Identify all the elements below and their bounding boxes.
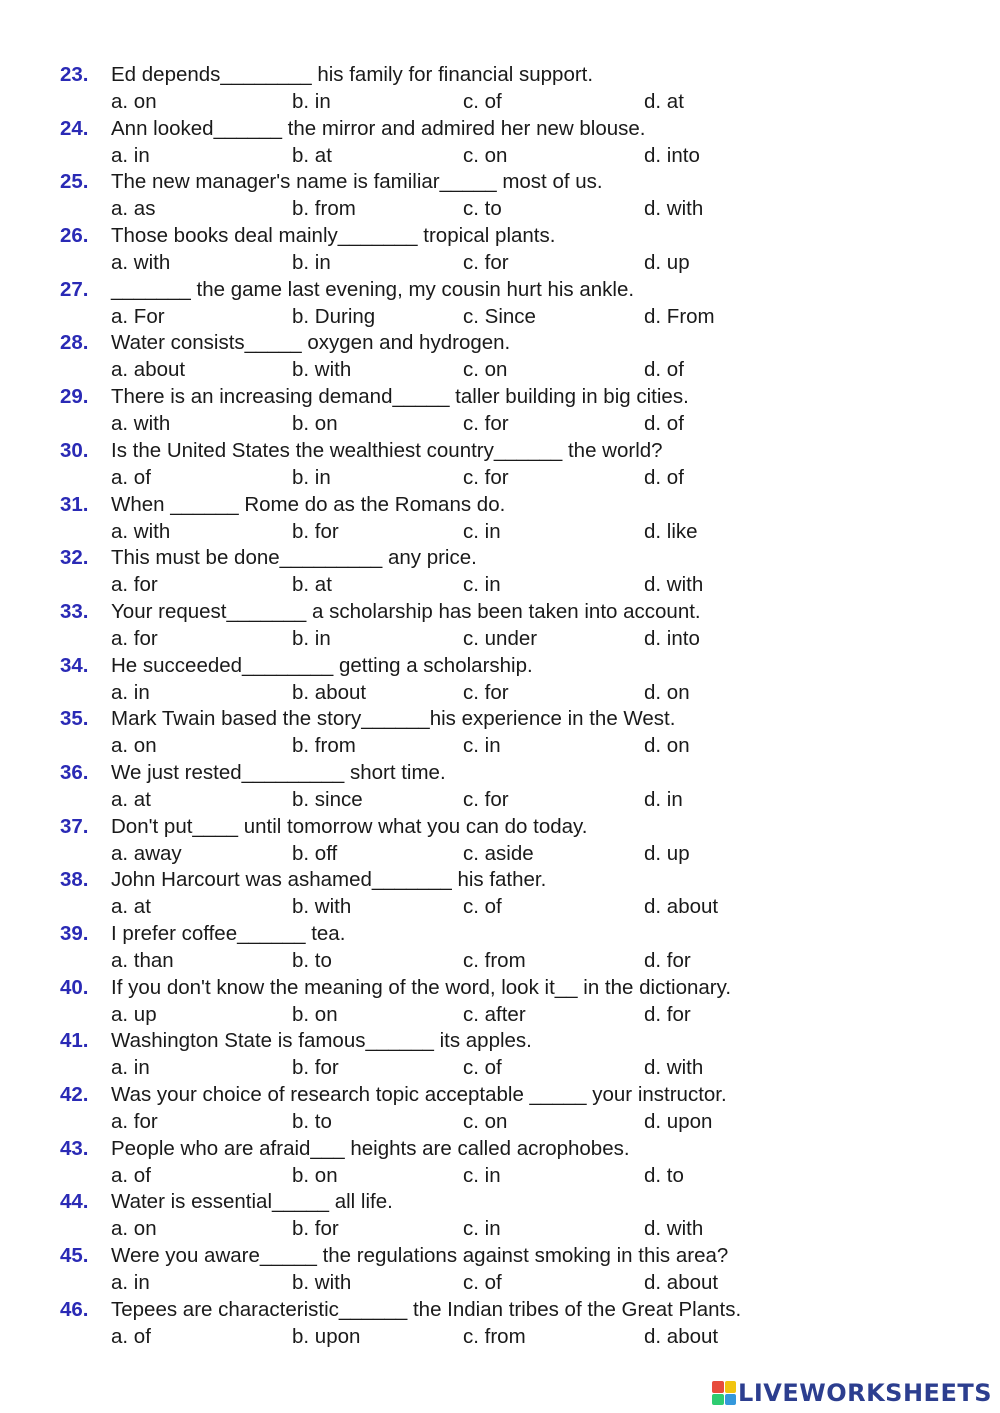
answer-option-b: b. at bbox=[292, 573, 332, 597]
brand-name: LIVEWORKSHEETS bbox=[738, 1379, 992, 1407]
answer-option-c: c. on bbox=[463, 1110, 508, 1134]
answer-option-c: c. to bbox=[463, 197, 502, 221]
question-number: 39. bbox=[60, 922, 89, 945]
answer-option-b: b. on bbox=[292, 1002, 338, 1026]
question-text: Your request_______ a scholarship has been taken into account. bbox=[111, 599, 701, 623]
question-item bbox=[0, 759, 1000, 813]
question-number: 25. bbox=[60, 170, 89, 194]
answer-options bbox=[0, 249, 1000, 276]
question-number: 26. bbox=[60, 224, 89, 248]
answer-option-c: c. from bbox=[463, 949, 526, 972]
answer-option-d: d. about bbox=[644, 1271, 719, 1295]
answer-option-a: a. for bbox=[111, 573, 158, 597]
answer-option-d: d. like bbox=[644, 519, 698, 543]
answer-option-b: b. for bbox=[292, 1056, 339, 1080]
answer-option-c: c. of bbox=[463, 1056, 502, 1080]
question-number: 27. bbox=[60, 277, 89, 301]
question-text: _______ the game last evening, my cousin hurt his ankle. bbox=[111, 277, 635, 301]
answer-options bbox=[0, 88, 1000, 115]
question-item bbox=[0, 920, 1000, 974]
answer-option-d: d. up bbox=[644, 251, 690, 275]
question-number: 38. bbox=[60, 868, 89, 892]
answer-option-d: d. into bbox=[644, 626, 700, 650]
answer-options bbox=[0, 571, 1000, 598]
question-item bbox=[0, 974, 1000, 1028]
answer-option-d: d. with bbox=[644, 1056, 704, 1080]
liveworksheets-logo-icon bbox=[712, 1381, 736, 1405]
question-text: Is the United States the wealthiest country______ the world? bbox=[111, 438, 663, 462]
question-item bbox=[0, 652, 1000, 706]
question-number: 34. bbox=[60, 653, 89, 677]
worksheet bbox=[0, 61, 1000, 1350]
answer-option-b: b. During bbox=[292, 304, 376, 328]
answer-option-c: c. of bbox=[463, 90, 502, 113]
answer-option-d: d. of bbox=[644, 465, 684, 489]
answer-option-c: c. aside bbox=[463, 841, 534, 865]
answer-option-d: d. with bbox=[644, 1217, 704, 1241]
answer-options bbox=[0, 1323, 1000, 1350]
answer-option-b: b. to bbox=[292, 1110, 332, 1134]
answer-options bbox=[0, 1162, 1000, 1189]
answer-option-b: b. to bbox=[292, 949, 332, 972]
answer-option-d: d. about bbox=[644, 895, 719, 919]
answer-option-c: c. on bbox=[463, 143, 508, 167]
answer-option-a: a. of bbox=[111, 1324, 151, 1348]
answer-options bbox=[0, 1108, 1000, 1135]
answer-option-a: a. up bbox=[111, 1002, 157, 1026]
question-item bbox=[0, 276, 1000, 330]
answer-option-a: a. with bbox=[111, 251, 171, 275]
answer-options bbox=[0, 195, 1000, 222]
question-number: 46. bbox=[60, 1297, 89, 1321]
question-number: 23. bbox=[60, 63, 89, 86]
answer-option-b: b. at bbox=[292, 143, 332, 167]
question-number: 40. bbox=[60, 975, 89, 999]
question-text: Mark Twain based the story______his experience in the West. bbox=[111, 707, 676, 731]
question-text: When ______ Rome do as the Romans do. bbox=[111, 492, 506, 516]
question-item bbox=[0, 598, 1000, 652]
answer-option-b: b. about bbox=[292, 680, 367, 704]
answer-option-d: d. with bbox=[644, 573, 704, 597]
question-number: 33. bbox=[60, 599, 89, 623]
answer-option-c: c. for bbox=[463, 465, 509, 489]
question-item bbox=[0, 1027, 1000, 1081]
question-text: Those books deal mainly_______ tropical plants. bbox=[111, 224, 556, 248]
question-item bbox=[0, 329, 1000, 383]
question-item bbox=[0, 544, 1000, 598]
answer-option-b: b. for bbox=[292, 519, 339, 543]
answer-options bbox=[0, 786, 1000, 813]
answer-option-a: a. on bbox=[111, 90, 157, 113]
answer-option-b: b. from bbox=[292, 734, 356, 758]
answer-option-c: c. in bbox=[463, 519, 501, 543]
question-item bbox=[0, 1081, 1000, 1135]
question-item bbox=[0, 61, 1000, 115]
answer-option-d: d. into bbox=[644, 143, 700, 167]
question-text: Was your choice of research topic acceptable _____ your instructor. bbox=[111, 1083, 727, 1107]
question-text: Washington State is famous______ its apples. bbox=[111, 1029, 532, 1053]
answer-option-d: d. to bbox=[644, 1163, 684, 1187]
question-number: 43. bbox=[60, 1136, 89, 1160]
answer-option-b: b. since bbox=[292, 787, 363, 811]
question-item bbox=[0, 383, 1000, 437]
answer-option-a: a. away bbox=[111, 841, 182, 865]
answer-option-a: a. in bbox=[111, 143, 150, 167]
answer-option-b: b. in bbox=[292, 251, 331, 275]
answer-option-c: c. of bbox=[463, 895, 502, 919]
answer-option-b: b. in bbox=[292, 90, 331, 113]
answer-option-d: d. of bbox=[644, 358, 684, 382]
question-text: If you don't know the meaning of the word, look it__ in the dictionary. bbox=[111, 975, 732, 999]
answer-option-d: d. with bbox=[644, 197, 704, 221]
answer-option-c: c. for bbox=[463, 251, 509, 275]
question-number: 24. bbox=[60, 116, 89, 140]
answer-option-b: b. on bbox=[292, 412, 338, 436]
answer-option-a: a. with bbox=[111, 412, 171, 436]
answer-options bbox=[0, 732, 1000, 759]
question-text: Water is essential_____ all life. bbox=[111, 1190, 393, 1214]
answer-option-a: a. for bbox=[111, 1110, 158, 1134]
question-item bbox=[0, 1242, 1000, 1296]
answer-option-c: c. from bbox=[463, 1324, 526, 1348]
answer-option-d: d. From bbox=[644, 304, 715, 328]
answer-options bbox=[0, 410, 1000, 437]
question-text: Ed depends________ his family for financial support. bbox=[111, 63, 594, 86]
question-number: 37. bbox=[60, 814, 89, 838]
answer-option-c: c. of bbox=[463, 1271, 502, 1295]
question-text: There is an increasing demand_____ taller building in big cities. bbox=[111, 385, 689, 409]
question-text: This must be done_________ any price. bbox=[111, 546, 477, 570]
answer-options bbox=[0, 1001, 1000, 1028]
answer-option-a: a. for bbox=[111, 626, 158, 650]
answer-options bbox=[0, 356, 1000, 383]
question-item bbox=[0, 1296, 1000, 1350]
answer-option-d: d. upon bbox=[644, 1110, 713, 1134]
answer-option-a: a. at bbox=[111, 787, 151, 811]
question-item bbox=[0, 813, 1000, 867]
answer-option-a: a. in bbox=[111, 1056, 150, 1080]
answer-options bbox=[0, 464, 1000, 491]
answer-option-d: d. about bbox=[644, 1324, 719, 1348]
answer-option-c: c. in bbox=[463, 1217, 501, 1241]
question-number: 45. bbox=[60, 1244, 89, 1268]
answer-option-a: a. as bbox=[111, 197, 156, 221]
answer-option-d: d. in bbox=[644, 787, 683, 811]
answer-option-b: b. from bbox=[292, 197, 356, 221]
answer-option-a: a. at bbox=[111, 895, 151, 919]
question-number: 35. bbox=[60, 707, 89, 731]
question-text: I prefer coffee______ tea. bbox=[111, 922, 346, 945]
answer-option-a: a. than bbox=[111, 949, 174, 972]
answer-options bbox=[0, 1215, 1000, 1242]
question-text: Don't put____ until tomorrow what you can do today. bbox=[111, 814, 588, 838]
answer-option-c: c. in bbox=[463, 1163, 501, 1187]
answer-options bbox=[0, 947, 1000, 974]
answer-option-a: a. of bbox=[111, 1163, 151, 1187]
question-item bbox=[0, 1135, 1000, 1189]
question-item bbox=[0, 866, 1000, 920]
answer-option-d: d. on bbox=[644, 734, 690, 758]
answer-option-d: d. for bbox=[644, 1002, 691, 1026]
answer-options bbox=[0, 893, 1000, 920]
answer-option-c: c. for bbox=[463, 787, 509, 811]
question-number: 31. bbox=[60, 492, 89, 516]
question-item bbox=[0, 1188, 1000, 1242]
question-item bbox=[0, 437, 1000, 491]
question-item bbox=[0, 222, 1000, 276]
question-item bbox=[0, 491, 1000, 545]
question-number: 44. bbox=[60, 1190, 89, 1214]
answer-option-a: a. on bbox=[111, 1217, 157, 1241]
question-text: We just rested_________ short time. bbox=[111, 760, 446, 784]
question-text: The new manager's name is familiar_____ most of us. bbox=[111, 170, 603, 194]
question-text: People who are afraid___ heights are called acrophobes. bbox=[111, 1136, 630, 1160]
question-text: John Harcourt was ashamed_______ his father. bbox=[111, 868, 547, 892]
answer-option-a: a. in bbox=[111, 680, 150, 704]
answer-option-c: c. for bbox=[463, 412, 509, 436]
answer-option-d: d. up bbox=[644, 841, 690, 865]
answer-option-c: c. on bbox=[463, 358, 508, 382]
question-text: Water consists_____ oxygen and hydrogen. bbox=[111, 331, 511, 355]
answer-option-a: a. with bbox=[111, 519, 171, 543]
question-item bbox=[0, 705, 1000, 759]
question-number: 30. bbox=[60, 438, 89, 462]
answer-option-b: b. off bbox=[292, 841, 338, 865]
question-text: Ann looked______ the mirror and admired her new blouse. bbox=[111, 116, 646, 140]
question-text: Tepees are characteristic______ the Indian tribes of the Great Plants. bbox=[111, 1297, 742, 1321]
answer-option-d: d. on bbox=[644, 680, 690, 704]
answer-option-d: d. at bbox=[644, 90, 684, 113]
question-number: 29. bbox=[60, 385, 89, 409]
answer-option-a: a. about bbox=[111, 358, 186, 382]
question-text: He succeeded________ getting a scholarship. bbox=[111, 653, 533, 677]
question-number: 28. bbox=[60, 331, 89, 355]
answer-option-d: d. of bbox=[644, 412, 684, 436]
answer-option-a: a. on bbox=[111, 734, 157, 758]
liveworksheets-branding bbox=[712, 1376, 992, 1410]
answer-option-c: c. in bbox=[463, 573, 501, 597]
answer-options bbox=[0, 1269, 1000, 1296]
answer-option-d: d. for bbox=[644, 949, 691, 972]
question-number: 32. bbox=[60, 546, 89, 570]
answer-option-c: c. in bbox=[463, 734, 501, 758]
answer-option-c: c. Since bbox=[463, 304, 536, 328]
answer-options bbox=[0, 625, 1000, 652]
question-item bbox=[0, 115, 1000, 169]
answer-option-a: a. For bbox=[111, 304, 165, 328]
answer-option-b: b. with bbox=[292, 895, 352, 919]
answer-option-b: b. in bbox=[292, 465, 331, 489]
answer-option-b: b. on bbox=[292, 1163, 338, 1187]
answer-options bbox=[0, 142, 1000, 169]
answer-option-b: b. upon bbox=[292, 1324, 361, 1348]
answer-options bbox=[0, 518, 1000, 545]
question-text: Were you aware_____ the regulations against smoking in this area? bbox=[111, 1244, 729, 1268]
answer-option-c: c. after bbox=[463, 1002, 526, 1026]
answer-option-b: b. with bbox=[292, 358, 352, 382]
answer-options bbox=[0, 303, 1000, 330]
question-number: 36. bbox=[60, 760, 89, 784]
answer-option-b: b. with bbox=[292, 1271, 352, 1295]
question-number: 42. bbox=[60, 1083, 89, 1107]
answer-options bbox=[0, 840, 1000, 867]
answer-options bbox=[0, 1054, 1000, 1081]
question-item bbox=[0, 168, 1000, 222]
answer-option-c: c. under bbox=[463, 626, 538, 650]
question-number: 41. bbox=[60, 1029, 89, 1053]
answer-option-b: b. in bbox=[292, 626, 331, 650]
answer-options bbox=[0, 679, 1000, 706]
answer-option-c: c. for bbox=[463, 680, 509, 704]
answer-option-b: b. for bbox=[292, 1217, 339, 1241]
answer-option-a: a. in bbox=[111, 1271, 150, 1295]
answer-option-a: a. of bbox=[111, 465, 151, 489]
